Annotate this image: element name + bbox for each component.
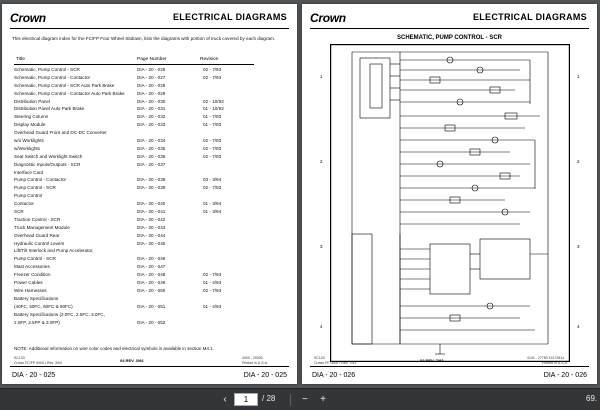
footer-rule (310, 366, 589, 367)
zoom-level: 69. (586, 394, 598, 403)
row-title: Display Module (14, 122, 46, 128)
row-revision: 03 - 3/94 (203, 177, 222, 183)
row-page-number: DIA - 20 - 048 (137, 272, 166, 278)
row-page-number: DIA - 20 - 029 (137, 90, 166, 96)
row-revision: 01 - 3/94 (203, 201, 222, 207)
electrical-schematic (330, 44, 570, 362)
column-header-title: Title (16, 57, 25, 62)
previous-page-icon[interactable]: ‹ (223, 394, 227, 405)
row-title: Freezer Condition (14, 272, 51, 278)
row-revision: 01 - 4/93 (203, 280, 222, 286)
zoom-in-icon[interactable]: + (320, 394, 326, 405)
row-page-number: DIA - 20 - 044 (137, 232, 166, 238)
page-header-title: ELECTRICAL DIAGRAMS (472, 12, 587, 22)
column-header-page: Page Number (137, 57, 167, 62)
row-page-number: DIA - 20 - 047 (137, 264, 166, 270)
table-row (14, 208, 264, 216)
row-page-number: DIA - 20 - 028 (137, 82, 166, 88)
row-revision: 02 - 7/93 (203, 272, 222, 278)
schematic-title: SCHEMATIC, PUMP CONTROL - SCR (396, 35, 502, 41)
row-page-number: DIA - 20 - 042 (137, 216, 166, 222)
row-page-number: DIA - 20 - 046 (137, 256, 166, 262)
row-revision: 02 - 7/93 (203, 287, 222, 293)
row-title: w/o Worklights (14, 138, 44, 144)
row-title: w/Worklights (14, 145, 40, 151)
crown-logo: Crown (310, 11, 346, 25)
row-page-number: DIA - 20 - 037 (137, 161, 166, 167)
row-page-number: DIA - 20 - 043 (137, 224, 166, 230)
row-revision: 01 - 7/93 (203, 114, 222, 120)
row-page-number: DIA - 20 - 040 (137, 201, 166, 207)
table-row (14, 176, 264, 184)
row-title: Wire Harnesses (14, 287, 47, 293)
row-page-number: DIA - 20 - 039 (137, 185, 166, 191)
table-row (14, 263, 264, 271)
row-revision: 02 - 7/93 (203, 138, 222, 144)
table-row (14, 153, 264, 161)
footer-revision: 02 REV. 7/93 (420, 358, 444, 363)
table-row (14, 232, 264, 240)
table-row (14, 216, 264, 224)
row-title: Power Cables (14, 280, 43, 286)
row-page-number: DIA - 20 - 052 (137, 319, 166, 325)
table-row (14, 192, 264, 200)
row-title: Pump Control - Contactor (14, 177, 67, 183)
footer-right-code: 4000 - 20003 (242, 356, 263, 360)
table-row (14, 287, 264, 295)
footer-right-code: 4141 - 27783 13172814 (527, 356, 565, 360)
grid-ref-left-2: 2 (320, 159, 323, 164)
header-rule (10, 28, 289, 29)
crown-logo: Crown (10, 11, 46, 25)
row-revision: 02 - 7/93 (203, 67, 222, 72)
grid-ref-left-1: 1 (320, 74, 323, 79)
grid-ref-right-4: 4 (577, 324, 580, 329)
row-title: Pump Control - SCR (14, 256, 56, 262)
table-row (14, 113, 264, 121)
footer-left-sub: Crown FP 0000 • Rev. 7/93 (314, 361, 357, 365)
row-revision: 01 - 3/94 (203, 209, 222, 215)
row-page-number: DIA - 20 - 041 (137, 209, 166, 215)
row-revision: 02 - 7/93 (203, 74, 222, 80)
row-title: Interface Card (14, 169, 44, 175)
row-title: Distribution Panel (14, 98, 51, 104)
table-row (14, 74, 264, 82)
footer-left-code: SC133 (314, 356, 325, 360)
row-title: Truck Management Module (14, 224, 70, 230)
footer-revision: 04 REV. 3/94 (120, 358, 144, 363)
table-row (14, 319, 264, 327)
note-text: NOTE: Additional information on wire color codes and electrical symbols is available in section M4.1. (14, 346, 214, 351)
doc-number-left: DIA - 20 - 025 (12, 372, 56, 379)
row-revision: 01 - 10/93 (203, 106, 224, 112)
table-row (14, 279, 264, 287)
row-title: Overhead Guard Rear (14, 232, 60, 238)
table-row (14, 161, 264, 169)
header-rule (310, 28, 589, 29)
row-title: Overhead Guard Front and DC-DC Converter (14, 130, 107, 136)
row-title: Schematic, Pump Control - SCR Auto Park Brake (14, 82, 115, 88)
footer-left-code: SC133 (14, 356, 25, 360)
doc-number-right: DIA - 20 - 026 (543, 372, 587, 379)
row-page-number: DIA - 20 - 027 (137, 74, 166, 80)
row-title: Battery Specifications (2.0FC, 2.5FC, 3.0FC, (14, 311, 105, 317)
table-row (14, 66, 264, 74)
row-revision: 01 - 4/93 (203, 303, 222, 309)
row-page-number: DIA - 20 - 038 (137, 177, 166, 183)
row-page-number: DIA - 20 - 049 (137, 280, 166, 286)
row-title: Diagnostic Inputs/Outputs - SCR (14, 161, 81, 167)
table-row (14, 271, 264, 279)
row-revision: 02 - 7/93 (203, 153, 222, 159)
table-row (14, 90, 264, 98)
row-title: Hydraulic Control Levers (14, 240, 65, 246)
row-page-number: DIA - 20 - 050 (137, 287, 166, 293)
row-title: Seat Switch and Worklight Switch (14, 153, 83, 159)
row-title: Distribution Panel Auto Park Brake (14, 106, 85, 112)
table-row (14, 311, 264, 319)
row-title: Schematic, Pump Control - Contactor Auto Park Brake (14, 90, 125, 96)
table-row (14, 295, 264, 303)
row-title: Battery Specifications (14, 295, 59, 301)
diagram-index-table (14, 66, 264, 326)
row-title: Pump Control (14, 193, 43, 199)
row-title: Lift/Tilt Interlock and Pump Accelerator, (14, 248, 94, 254)
row-revision: 02 - 7/93 (203, 185, 222, 191)
pdf-toolbar (0, 388, 600, 410)
table-row (14, 224, 264, 232)
table-row (14, 169, 264, 177)
table-row (14, 145, 264, 153)
table-row (14, 121, 264, 129)
row-page-number: DIA - 20 - 032 (137, 114, 166, 120)
column-header-rule (14, 64, 254, 65)
footer-right-sub: Printed in U.S.A. (242, 361, 268, 365)
row-page-number: DIA - 20 - 030 (137, 98, 166, 104)
row-title: Contactor (14, 201, 34, 207)
column-header-revision: Revision (200, 57, 219, 62)
row-title: SCR (14, 209, 24, 215)
row-title: Schematic, Pump Control - SCR (14, 67, 80, 72)
grid-ref-right-2: 2 (577, 159, 580, 164)
pdf-page-right (302, 4, 597, 384)
page-total: / 28 (262, 394, 276, 403)
row-page-number: DIA - 20 - 034 (137, 138, 166, 144)
row-title: Steering Column (14, 114, 49, 120)
table-row (14, 247, 264, 255)
footer-left-sub: Crown FC/FP 0000 • Rev. 3/94 (14, 361, 62, 365)
grid-ref-left-4: 4 (320, 324, 323, 329)
row-page-number: DIA - 20 - 045 (137, 240, 166, 246)
grid-ref-left-3: 3 (320, 244, 323, 249)
footer-rule (10, 366, 289, 367)
page-number-input[interactable]: 1 (234, 393, 258, 406)
row-page-number: DIA - 20 - 051 (137, 303, 166, 309)
row-title: 2.0FP, 2.5FP & 3.0FP) (14, 319, 60, 325)
page-header-title: ELECTRICAL DIAGRAMS (172, 12, 287, 22)
table-row (14, 137, 264, 145)
row-revision: 02 - 7/93 (203, 145, 222, 151)
grid-ref-right-3: 3 (577, 244, 580, 249)
table-row (14, 303, 264, 311)
row-page-number: DIA - 20 - 033 (137, 122, 166, 128)
zoom-out-icon[interactable]: − (302, 394, 308, 405)
row-title: Pump Control - SCR (14, 185, 56, 191)
row-title: (40FC, 50FC, 60FC & 80FC) (14, 303, 73, 309)
row-title: Traction Control - SCR (14, 216, 61, 222)
pdf-page-left (2, 4, 297, 384)
table-row (14, 98, 264, 106)
table-row (14, 240, 264, 248)
table-row (14, 184, 264, 192)
row-page-number: DIA - 20 - 031 (137, 106, 166, 112)
row-title: Mast Accessories (14, 264, 50, 270)
row-page-number: DIA - 20 - 036 (137, 153, 166, 159)
toolbar-divider (290, 394, 291, 406)
row-page-number: DIA - 20 - 035 (137, 145, 166, 151)
row-title: Schematic, Pump Control - Contactor (14, 74, 91, 80)
intro-text: This electrical diagram index for the FC/FP Four Wheel Sitdown, lists the diagrams with portion of truck covered by each diagram. (12, 36, 276, 41)
doc-number-right: DIA - 20 - 025 (243, 372, 287, 379)
doc-number-left: DIA - 20 - 026 (312, 372, 356, 379)
table-row (14, 255, 264, 263)
grid-ref-right-1: 1 (577, 74, 580, 79)
row-revision: 01 - 7/93 (203, 122, 222, 128)
table-row (14, 129, 264, 137)
table-row (14, 82, 264, 90)
row-page-number: DIA - 20 - 026 (137, 67, 166, 72)
table-row (14, 105, 264, 113)
row-revision: 02 - 10/93 (203, 98, 224, 104)
footer-right-sub: Printed in U.S.A. (542, 361, 568, 365)
table-row (14, 200, 264, 208)
